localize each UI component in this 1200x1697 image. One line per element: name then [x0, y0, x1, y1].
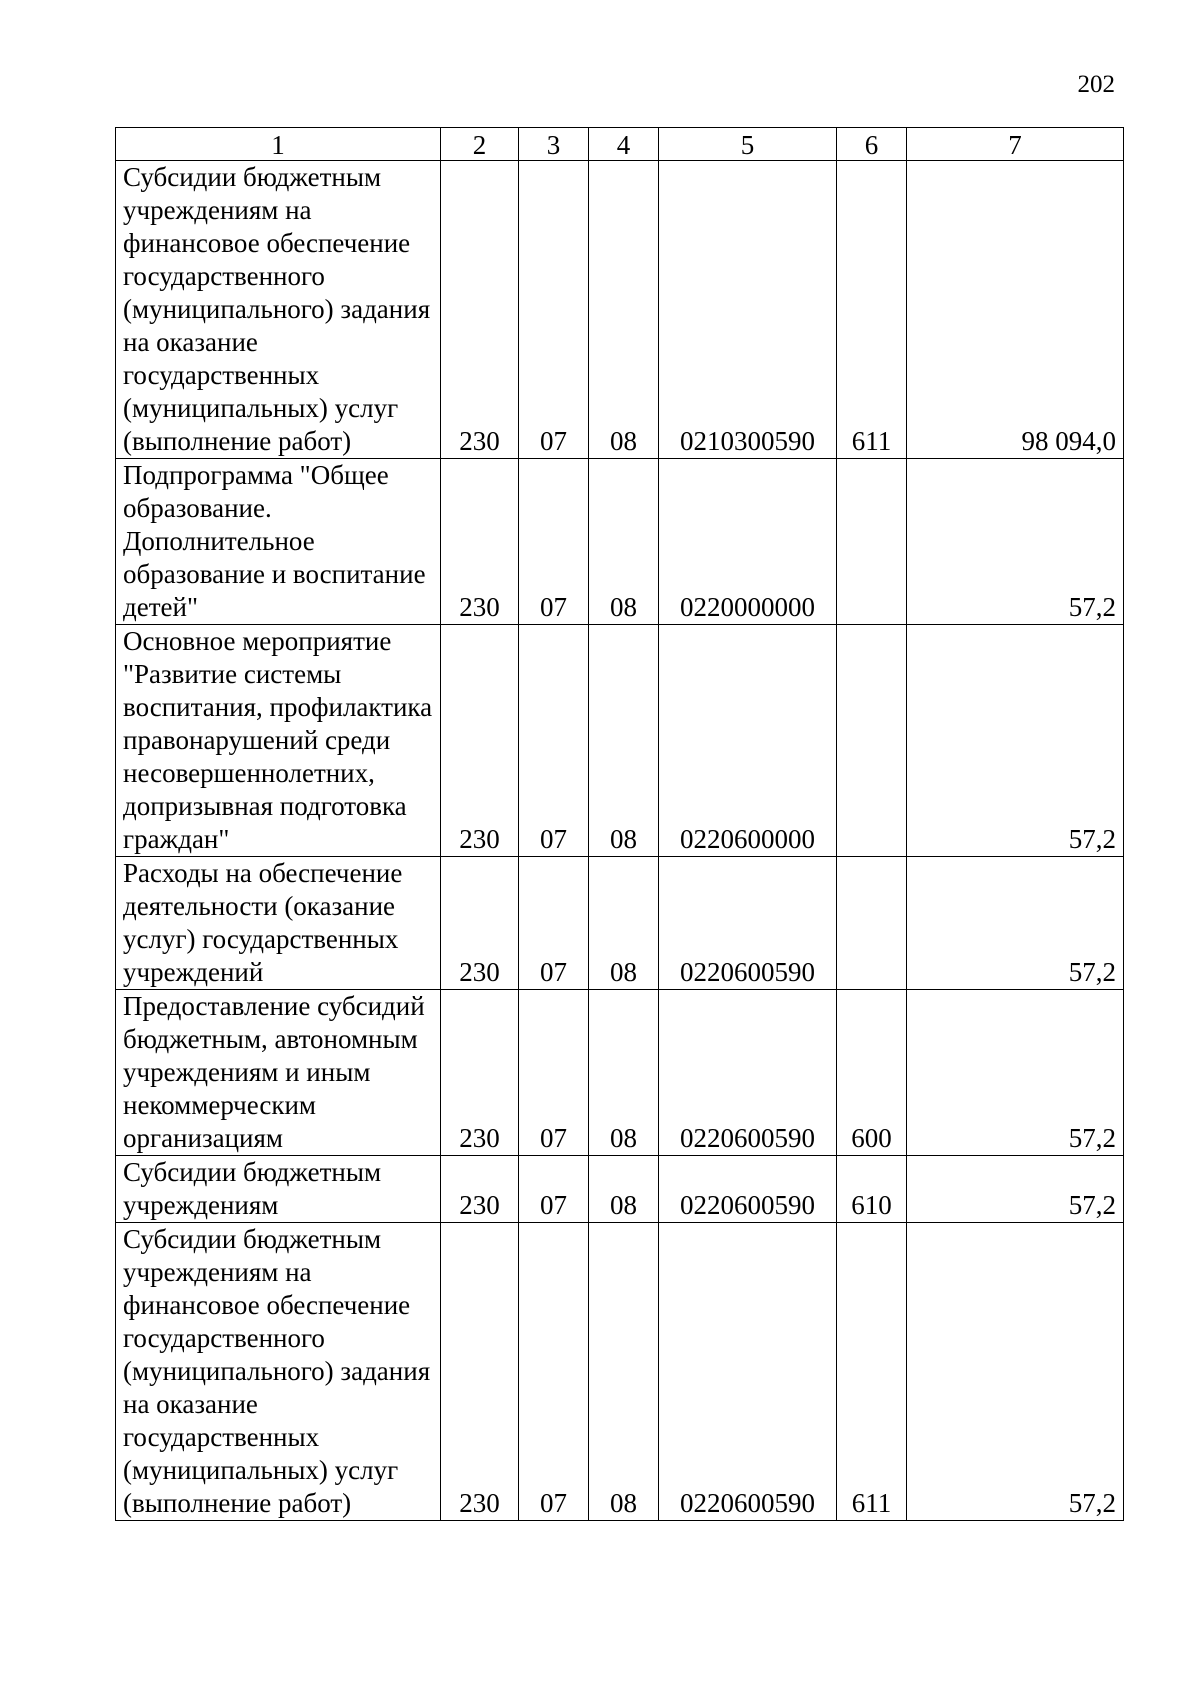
amount-cell: 57,2 — [907, 857, 1124, 990]
section-code-cell: 07 — [519, 459, 589, 625]
table-row — [116, 625, 1124, 857]
ministry-code-cell: 230 — [441, 1156, 519, 1223]
ministry-code-cell: 230 — [441, 161, 519, 459]
subsection-code-cell: 08 — [589, 990, 659, 1156]
section-code-cell: 07 — [519, 1156, 589, 1223]
expense-type-cell: 610 — [837, 1156, 907, 1223]
expense-name-cell: Основное мероприятие "Развитие системы воспитания, профилактика правонарушений среди несовершеннолетних, допризывная подготовка граждан" — [116, 625, 441, 857]
column-header: 2 — [441, 128, 519, 161]
table-header-row — [116, 128, 1124, 161]
expense-name-cell: Субсидии бюджетным учреждениям — [116, 1156, 441, 1223]
table-row — [116, 161, 1124, 459]
column-header: 7 — [907, 128, 1124, 161]
section-code-cell: 07 — [519, 161, 589, 459]
column-header: 4 — [589, 128, 659, 161]
section-code-cell: 07 — [519, 625, 589, 857]
expense-type-cell — [837, 459, 907, 625]
column-header: 1 — [116, 128, 441, 161]
section-code-cell: 07 — [519, 990, 589, 1156]
subsection-code-cell: 08 — [589, 1223, 659, 1521]
target-article-cell: 0220000000 — [659, 459, 837, 625]
column-header: 3 — [519, 128, 589, 161]
table-row — [116, 990, 1124, 1156]
table-row — [116, 857, 1124, 990]
amount-cell: 57,2 — [907, 625, 1124, 857]
page-number: 202 — [1077, 71, 1115, 98]
target-article-cell: 0220600590 — [659, 1223, 837, 1521]
target-article-cell: 0220600590 — [659, 990, 837, 1156]
ministry-code-cell: 230 — [441, 1223, 519, 1521]
table-row — [116, 1156, 1124, 1223]
target-article-cell: 0220600590 — [659, 857, 837, 990]
amount-cell: 57,2 — [907, 990, 1124, 1156]
expense-name-cell: Субсидии бюджетным учреждениям на финансовое обеспечение государственного (муниципального) задания на оказание государственных (муниципальных) услуг (выполнение работ) — [116, 161, 441, 459]
target-article-cell: 0220600590 — [659, 1156, 837, 1223]
amount-cell: 57,2 — [907, 1156, 1124, 1223]
column-header: 5 — [659, 128, 837, 161]
budget-table — [115, 127, 1124, 1521]
column-header: 6 — [837, 128, 907, 161]
expense-type-cell — [837, 857, 907, 990]
subsection-code-cell: 08 — [589, 1156, 659, 1223]
table-row — [116, 1223, 1124, 1521]
amount-cell: 57,2 — [907, 459, 1124, 625]
expense-type-cell — [837, 625, 907, 857]
ministry-code-cell: 230 — [441, 990, 519, 1156]
expense-name-cell: Предоставление субсидий бюджетным, автономным учреждениям и иным некоммерческим организациям — [116, 990, 441, 1156]
expense-type-cell: 611 — [837, 1223, 907, 1521]
expense-name-cell: Подпрограмма "Общее образование. Дополнительное образование и воспитание детей" — [116, 459, 441, 625]
expense-name-cell: Субсидии бюджетным учреждениям на финансовое обеспечение государственного (муниципального) задания на оказание государственных (муниципальных) услуг (выполнение работ) — [116, 1223, 441, 1521]
target-article-cell: 0210300590 — [659, 161, 837, 459]
expense-type-cell: 600 — [837, 990, 907, 1156]
amount-cell: 57,2 — [907, 1223, 1124, 1521]
subsection-code-cell: 08 — [589, 459, 659, 625]
ministry-code-cell: 230 — [441, 459, 519, 625]
section-code-cell: 07 — [519, 1223, 589, 1521]
section-code-cell: 07 — [519, 857, 589, 990]
subsection-code-cell: 08 — [589, 857, 659, 990]
expense-name-cell: Расходы на обеспечение деятельности (оказание услуг) государственных учреждений — [116, 857, 441, 990]
ministry-code-cell: 230 — [441, 857, 519, 990]
amount-cell: 98 094,0 — [907, 161, 1124, 459]
table-row — [116, 459, 1124, 625]
ministry-code-cell: 230 — [441, 625, 519, 857]
subsection-code-cell: 08 — [589, 625, 659, 857]
target-article-cell: 0220600000 — [659, 625, 837, 857]
subsection-code-cell: 08 — [589, 161, 659, 459]
expense-type-cell: 611 — [837, 161, 907, 459]
